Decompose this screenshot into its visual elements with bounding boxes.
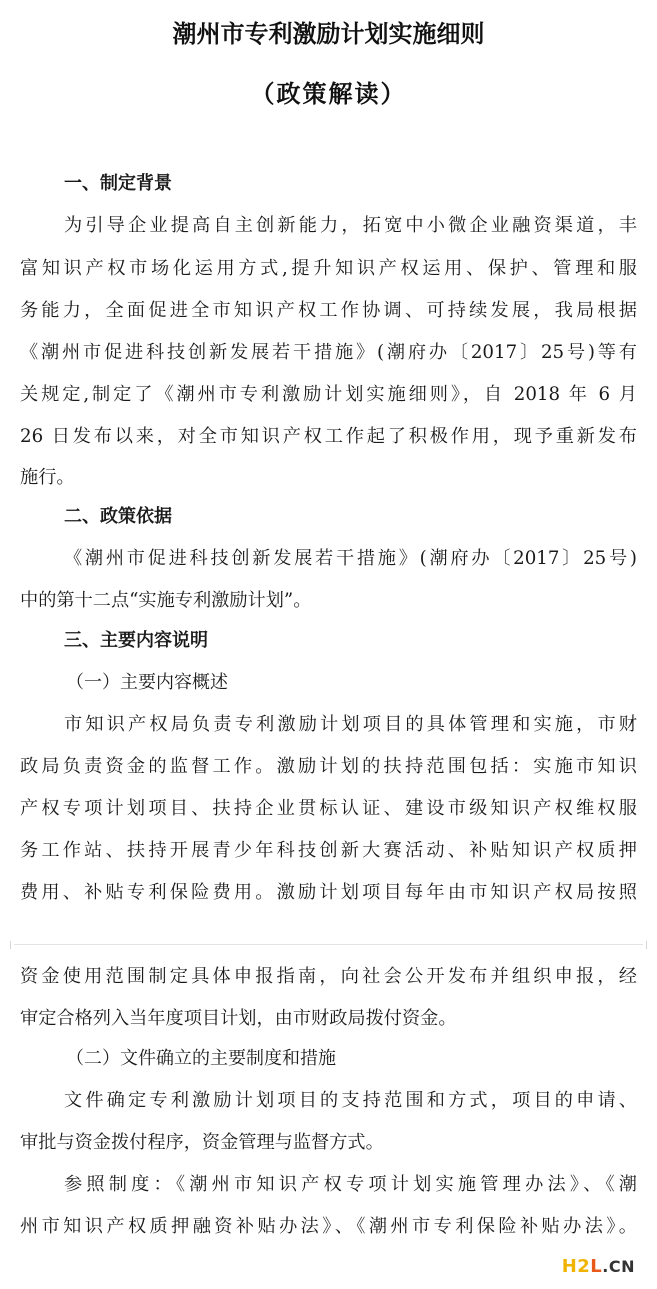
subsection-heading-measures: （二）文件确立的主要制度和措施 xyxy=(66,1048,336,1069)
paragraph-line: 务能力，全面促进全市知识产权工作协调、可持续发展，我局根据 xyxy=(20,300,637,321)
paragraph-line: 审批与资金拨付程序，资金管理与监督方式。 xyxy=(20,1132,384,1153)
paragraph-line: 《潮州市促进科技创新发展若干措施》(潮府办〔2017〕25号)等有 xyxy=(20,342,637,363)
section-heading-background: 一、制定背景 xyxy=(64,173,172,194)
paragraph-line: 市知识产权局负责专利激励计划项目的具体管理和实施，市财 xyxy=(64,714,637,735)
site-watermark xyxy=(562,1256,635,1277)
paragraph-line: 审定合格列入当年度项目计划，由市财政局拨付资金。 xyxy=(20,1008,457,1029)
document-subtitle: （政策解读） xyxy=(250,80,407,108)
paragraph-line: 产权专项计划项目、扶持企业贯标认证、建设市级知识产权维权服 xyxy=(20,798,637,819)
paragraph-line: 费用、补贴专利保险费用。激励计划项目每年由市知识产权局按照 xyxy=(20,882,637,903)
watermark-part: H2 xyxy=(561,1256,591,1277)
paragraph-line: 资金使用范围制定具体申报指南，向社会公开发布并组织申报，经 xyxy=(20,966,637,987)
watermark-part: L xyxy=(590,1256,603,1277)
paragraph-line: 《潮州市促进科技创新发展若干措施》(潮府办〔2017〕25号) xyxy=(64,548,637,569)
section-heading-content: 三、主要内容说明 xyxy=(64,630,208,651)
subsection-heading-overview: （一）主要内容概述 xyxy=(66,672,228,693)
paragraph-line: 州市知识产权质押融资补贴办法》、《潮州市专利保险补贴办法》。 xyxy=(20,1216,637,1237)
paragraph-line: 富知识产权市场化运用方式,提升知识产权运用、保护、管理和服 xyxy=(20,258,637,279)
section-heading-basis: 二、政策依据 xyxy=(64,506,172,527)
paragraph-line: 关规定,制定了《潮州市专利激励计划实施细则》，自 2018 年 6 月 xyxy=(20,384,637,405)
paragraph-line: 26 日发布以来，对全市知识产权工作起了积极作用，现予重新发布 xyxy=(20,426,637,447)
paragraph-line: 政局负责资金的监督工作。激励计划的扶持范围包括：实施市知识 xyxy=(20,756,637,777)
paragraph-line: 务工作站、扶持开展青少年科技创新大赛活动、补贴知识产权质押 xyxy=(20,840,637,861)
paragraph-line: 中的第十二点“实施专利激励计划”。 xyxy=(20,590,312,611)
page-break-divider xyxy=(0,940,657,950)
paragraph-line: 为引导企业提高自主创新能力，拓宽中小微企业融资渠道，丰 xyxy=(64,215,637,236)
paragraph-line: 参照制度：《潮州市知识产权专项计划实施管理办法》、《潮 xyxy=(64,1174,637,1195)
document-title: 潮州市专利激励计划实施细则 xyxy=(172,20,485,48)
paragraph-line: 施行。 xyxy=(20,467,75,488)
paragraph-line: 文件确定专利激励计划项目的支持范围和方式，项目的申请、 xyxy=(64,1090,637,1111)
watermark-part: .CN xyxy=(602,1257,635,1276)
